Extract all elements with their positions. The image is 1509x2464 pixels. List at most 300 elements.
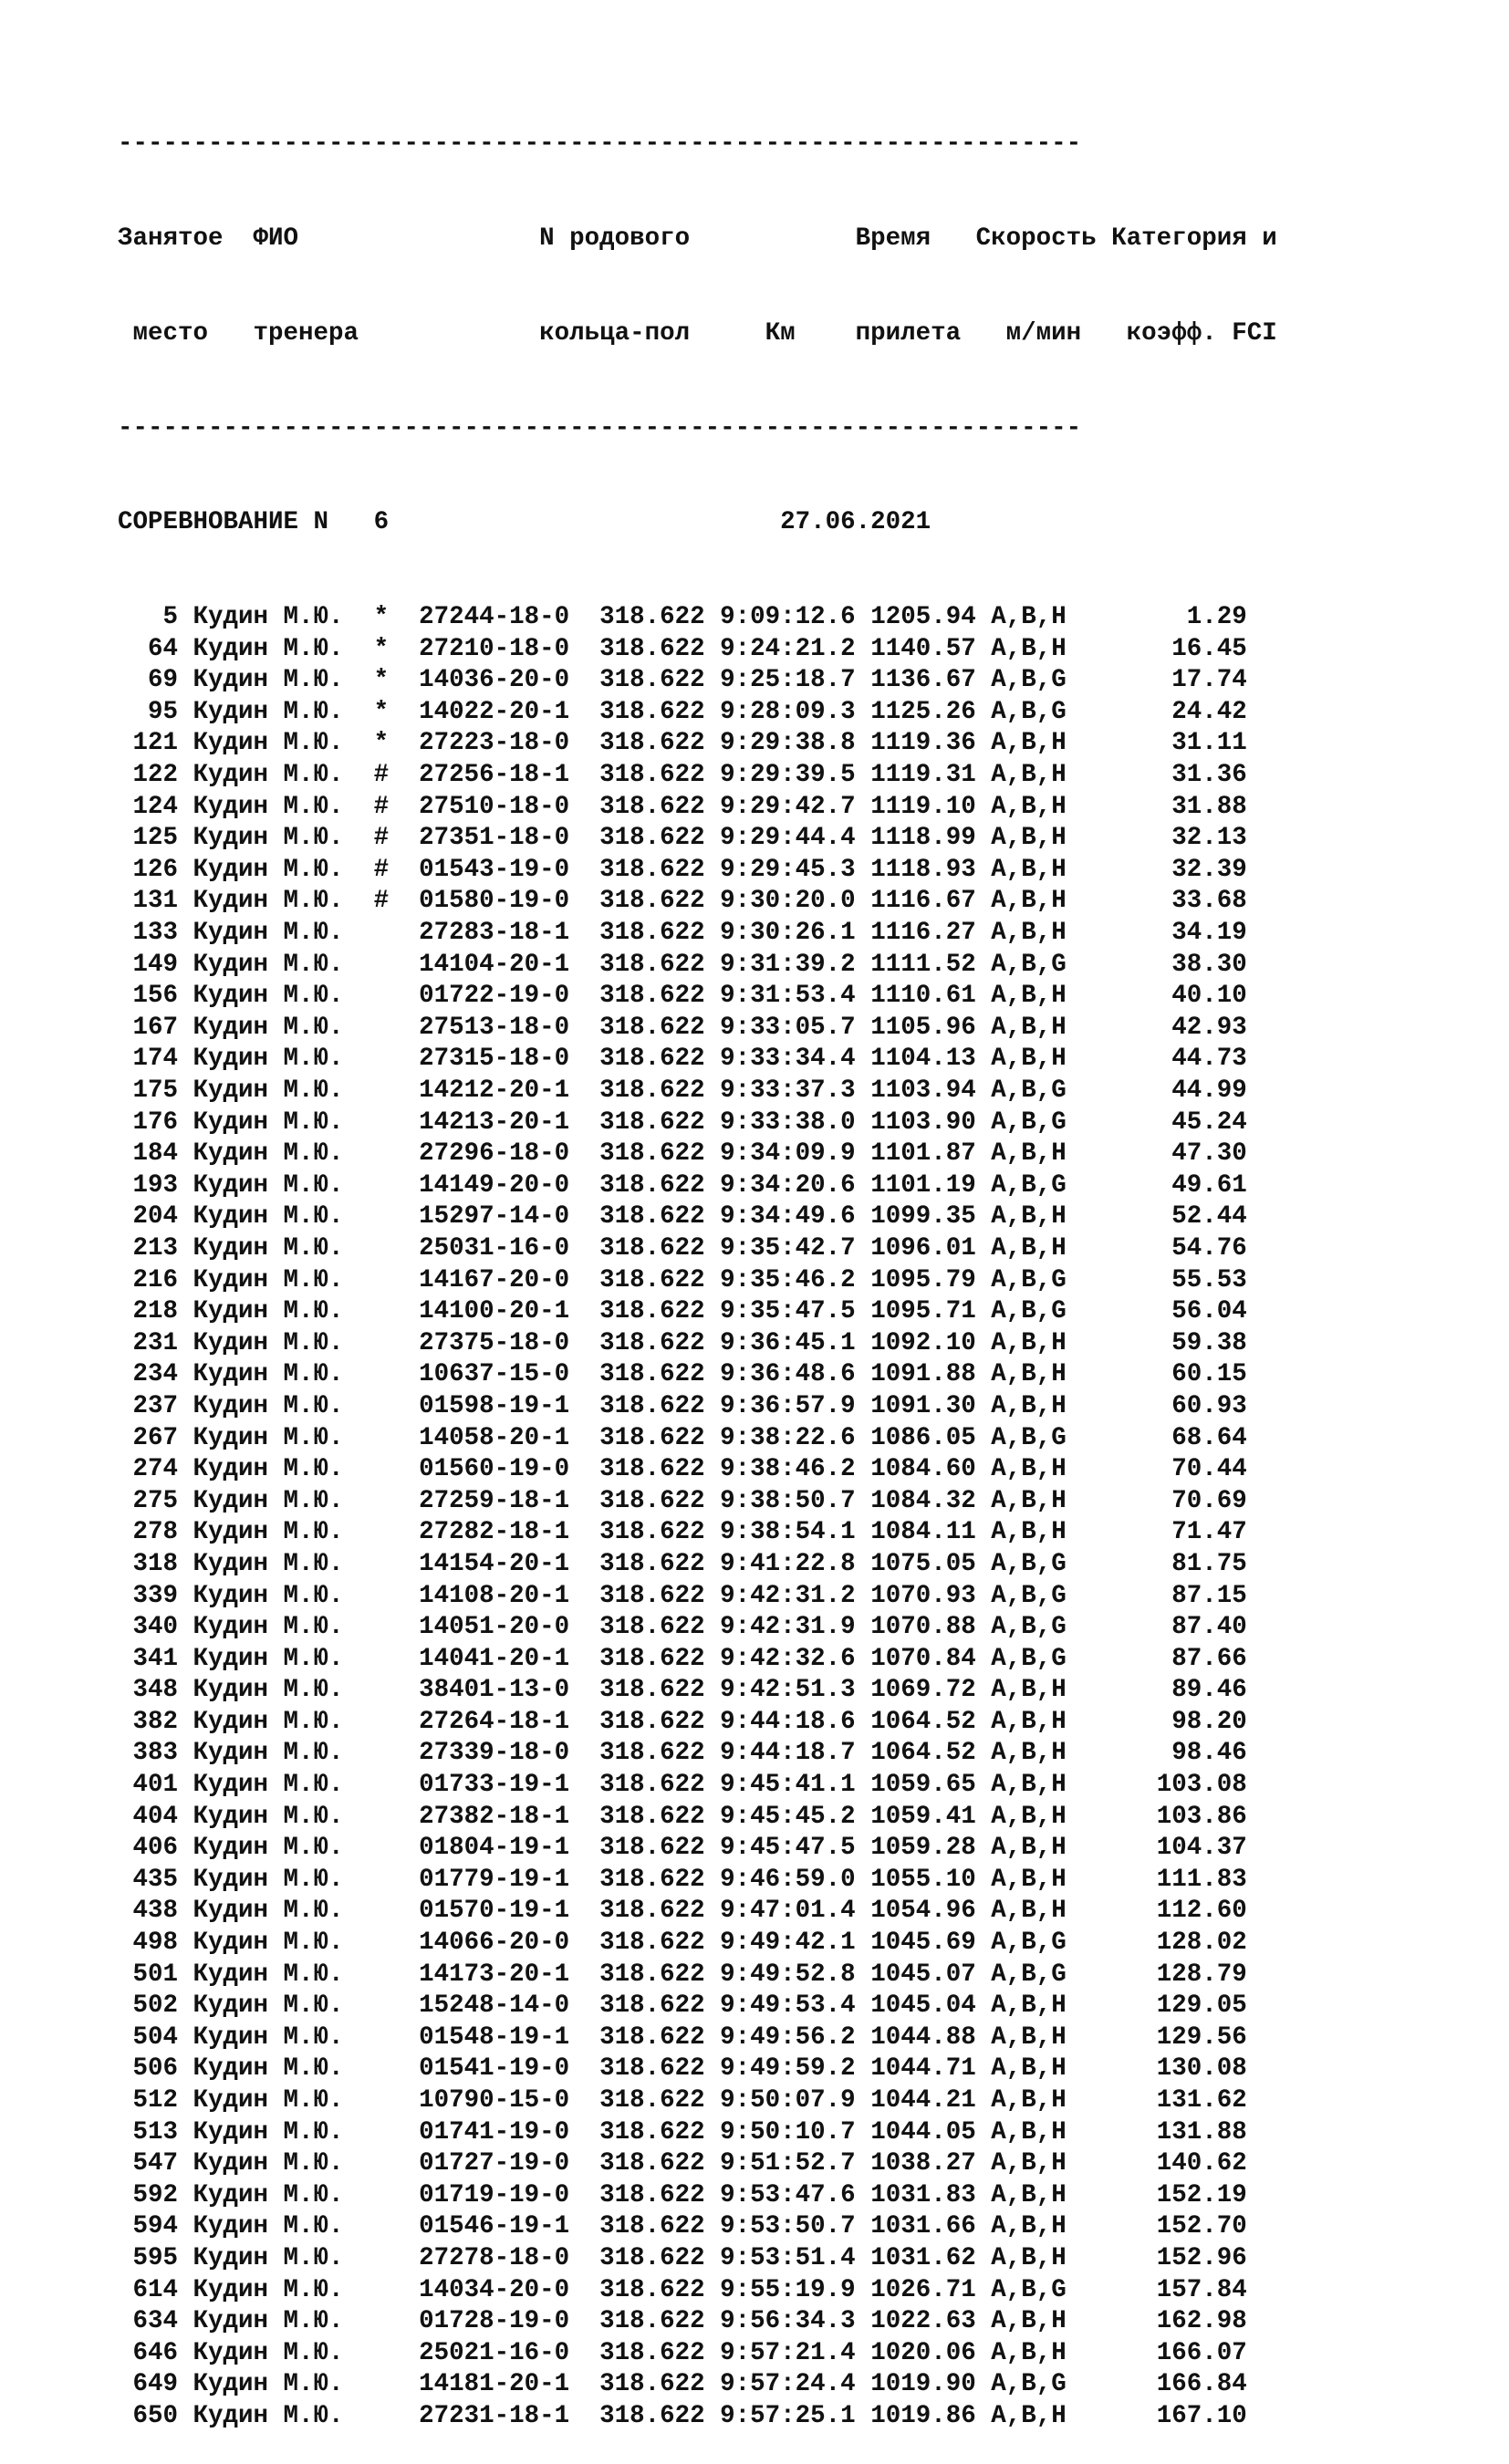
table-row [118,2211,1277,2243]
coefficient-cell: 89.46 [1066,1676,1247,1705]
speed-cell: 1044.05 [870,2117,992,2147]
time-cell: 9:29:42.7 [720,792,871,821]
category-cell: A,B,G [991,2275,1067,2304]
ring-cell: 10790-15-0 [419,2086,600,2115]
trainer-cell: Кудин М.Ю. [193,1676,374,1705]
table-row [118,918,1277,950]
coefficient-cell: 71.47 [1066,1518,1247,1547]
category-cell: A,B,H [991,2307,1067,2336]
category-cell: A,B,H [991,2401,1067,2430]
coefficient-cell: 42.93 [1066,1013,1247,1042]
time-cell: 9:53:50.7 [720,2212,871,2241]
mark-cell [374,1929,420,1957]
km-cell: 318.622 [599,2117,721,2147]
mark-cell: * [373,666,420,695]
ring-cell: 27296-18-0 [419,1139,600,1169]
mark-cell [374,2402,420,2430]
trainer-cell: Кудин М.Ю. [193,1265,374,1294]
coefficient-cell: 1.29 [1066,603,1247,632]
place-cell: 124 [118,792,193,821]
table-row [118,1265,1277,1297]
coefficient-cell: 31.11 [1066,729,1247,758]
trainer-cell: Кудин М.Ю. [193,1455,374,1484]
coefficient-cell: 129.05 [1066,1991,1247,2021]
trainer-cell: Кудин М.Ю. [193,1076,374,1105]
time-cell: 9:49:52.8 [720,1960,871,1989]
ring-cell: 27259-18-1 [419,1486,600,1515]
category-cell: A,B,G [991,1423,1067,1452]
category-cell: A,B,H [991,2180,1067,2209]
km-cell: 318.622 [599,2212,721,2241]
coefficient-cell: 34.19 [1066,919,1247,948]
ring-cell: 01570-19-1 [419,1897,600,1926]
coefficient-cell: 44.73 [1066,1045,1247,1074]
ring-cell: 14100-20-1 [419,1297,600,1326]
place-cell: 237 [118,1391,193,1420]
mark-cell [374,1424,420,1452]
ring-cell: 14212-20-1 [419,1076,600,1105]
coefficient-cell: 17.74 [1066,666,1247,695]
ring-cell: 14034-20-0 [419,2275,600,2304]
ring-cell: 27210-18-0 [419,634,600,663]
mark-cell [374,1897,420,1925]
place-cell: 435 [118,1865,193,1894]
place-cell: 231 [118,1328,193,1357]
trainer-cell: Кудин М.Ю. [193,2054,374,2084]
place-cell: 267 [118,1423,193,1452]
category-cell: A,B,H [991,1991,1067,2021]
time-cell: 9:38:46.2 [720,1455,871,1484]
trainer-cell: Кудин М.Ю. [193,2117,374,2147]
category-cell: A,B,H [991,2022,1067,2052]
trainer-cell: Кудин М.Ю. [193,2180,374,2209]
km-cell: 318.622 [599,1960,721,1989]
mark-cell [374,1771,420,1799]
speed-cell: 1064.52 [870,1739,992,1768]
time-cell: 9:36:45.1 [720,1328,871,1357]
category-cell: A,B,H [991,1865,1067,1894]
header-line-2: место тренера кольца-пол Км прилета м/мин коэфф. FCI [118,318,1277,348]
km-cell: 318.622 [599,1328,721,1357]
mark-cell [374,1297,420,1326]
table-row [118,2401,1277,2433]
km-cell: 318.622 [599,1865,721,1894]
mark-cell [374,1329,420,1357]
category-cell: A,B,H [991,1455,1067,1484]
mark-cell [374,1171,420,1200]
speed-cell: 1116.67 [870,887,992,916]
mark-cell: * [373,729,420,758]
speed-cell: 1031.83 [870,2180,992,2209]
ring-cell: 14213-20-1 [419,1107,600,1137]
header-line-1: Занятое ФИО N родового Время Скорость Категория и [118,224,1277,253]
mark-cell [374,1076,420,1105]
coefficient-cell: 131.62 [1066,2086,1247,2115]
trainer-cell: Кудин М.Ю. [193,1929,374,1958]
time-cell: 9:46:59.0 [720,1865,871,1894]
time-cell: 9:29:39.5 [720,761,871,790]
coefficient-cell: 104.37 [1066,1834,1247,1863]
mark-cell [374,2212,420,2240]
coefficient-cell: 98.46 [1066,1739,1247,1768]
place-cell: 383 [118,1739,193,1768]
category-cell: A,B,H [991,2243,1067,2272]
mark-cell [374,2276,420,2304]
time-cell: 9:45:47.5 [720,1834,871,1863]
coefficient-cell: 31.88 [1066,792,1247,821]
place-cell: 131 [118,887,193,916]
trainer-cell: Кудин М.Ю. [193,1518,374,1547]
category-cell: A,B,H [991,1707,1067,1736]
speed-cell: 1116.27 [870,919,992,948]
time-cell: 9:45:41.1 [720,1771,871,1800]
place-cell: 348 [118,1676,193,1705]
speed-cell: 1086.05 [870,1423,992,1452]
km-cell: 318.622 [599,1202,721,1232]
trainer-cell: Кудин М.Ю. [193,1297,374,1326]
km-cell: 318.622 [599,1486,721,1515]
place-cell: 594 [118,2212,193,2241]
speed-cell: 1110.61 [870,982,992,1011]
time-cell: 9:57:25.1 [720,2401,871,2430]
speed-cell: 1045.07 [870,1960,992,1989]
mark-cell [374,919,420,947]
competition-label: СОРЕВНОВАНИЕ N [118,508,329,537]
mark-cell [374,1202,420,1231]
table-row [118,886,1277,918]
speed-cell: 1099.35 [870,1202,992,1232]
ring-cell: 14036-20-0 [419,666,600,695]
category-cell: A,B,H [991,982,1067,1011]
time-cell: 9:57:24.4 [720,2370,871,2399]
km-cell: 318.622 [599,2401,721,2430]
speed-cell: 1069.72 [870,1676,992,1705]
time-cell: 9:29:44.4 [720,824,871,853]
category-cell: A,B,H [991,603,1067,632]
category-cell: A,B,H [991,2117,1067,2147]
trainer-cell: Кудин М.Ю. [193,1644,374,1673]
time-cell: 9:49:59.2 [720,2054,871,2084]
ring-cell: 27256-18-1 [419,761,600,790]
speed-cell: 1022.63 [870,2307,992,2336]
speed-cell: 1064.52 [870,1707,992,1736]
category-cell: A,B,H [991,792,1067,821]
trainer-cell: Кудин М.Ю. [193,919,374,948]
category-cell: A,B,H [991,2212,1067,2241]
ring-cell: 14051-20-0 [419,1613,600,1642]
km-cell: 318.622 [599,1391,721,1420]
time-cell: 9:35:46.2 [720,1265,871,1294]
ring-cell: 01541-19-0 [419,2054,600,2084]
place-cell: 339 [118,1581,193,1610]
category-cell: A,B,H [991,1045,1067,1074]
category-cell: A,B,H [991,887,1067,916]
trainer-cell: Кудин М.Ю. [193,887,374,916]
ring-cell: 14154-20-1 [419,1549,600,1578]
time-cell: 9:33:37.3 [720,1076,871,1105]
mark-cell [374,2244,420,2272]
km-cell: 318.622 [599,1897,721,1926]
ring-cell: 27375-18-0 [419,1328,600,1357]
place-cell: 126 [118,855,193,884]
ring-cell: 14149-20-0 [419,1170,600,1200]
mark-cell [374,1360,420,1388]
time-cell: 9:56:34.3 [720,2307,871,2336]
place-cell: 649 [118,2370,193,2399]
mark-cell [374,2307,420,2335]
speed-cell: 1095.71 [870,1297,992,1326]
category-cell: A,B,H [991,1802,1067,1831]
ring-cell: 01548-19-1 [419,2022,600,2052]
speed-cell: 1059.41 [870,1802,992,1831]
mark-cell [374,2054,420,2083]
place-cell: 401 [118,1771,193,1800]
speed-cell: 1020.06 [870,2338,992,2367]
ring-cell: 27351-18-0 [419,824,600,853]
trainer-cell: Кудин М.Ю. [193,2149,374,2178]
category-cell: A,B,G [991,1107,1067,1137]
category-cell: A,B,G [991,1549,1067,1578]
category-cell: A,B,H [991,634,1067,663]
table-row [118,2022,1277,2054]
competition-number: 6 [373,508,390,537]
time-cell: 9:53:47.6 [720,2180,871,2209]
speed-cell: 1084.11 [870,1518,992,1547]
mark-cell [374,1960,420,1989]
trainer-cell: Кудин М.Ю. [193,1013,374,1042]
coefficient-cell: 33.68 [1066,887,1247,916]
category-cell: A,B,G [991,950,1067,979]
ring-cell: 14173-20-1 [419,1960,600,1989]
category-cell: A,B,H [991,1391,1067,1420]
place-cell: 184 [118,1139,193,1169]
place-cell: 218 [118,1297,193,1326]
place-cell: 156 [118,982,193,1011]
mark-cell [374,2118,420,2147]
speed-cell: 1118.93 [870,855,992,884]
trainer-cell: Кудин М.Ю. [193,982,374,1011]
place-cell: 406 [118,1834,193,1863]
ring-cell: 01741-19-0 [419,2117,600,2147]
trainer-cell: Кудин М.Ю. [193,1960,374,1989]
mark-cell [374,982,420,1010]
table-row [118,1107,1277,1139]
place-cell: 174 [118,1045,193,1074]
ring-cell: 14058-20-1 [419,1423,600,1452]
speed-cell: 1038.27 [870,2149,992,2178]
results-document [118,66,1277,2464]
trainer-cell: Кудин М.Ю. [193,1486,374,1515]
trainer-cell: Кудин М.Ю. [193,1170,374,1200]
category-cell: A,B,H [991,729,1067,758]
km-cell: 318.622 [599,2275,721,2304]
table-row [118,1486,1277,1518]
category-cell: A,B,G [991,1644,1067,1673]
trainer-cell: Кудин М.Ю. [193,1865,374,1894]
speed-cell: 1045.04 [870,1991,992,2021]
mark-cell [374,1139,420,1168]
coefficient-cell: 24.42 [1066,697,1247,726]
speed-cell: 1019.90 [870,2370,992,2399]
ring-cell: 14104-20-1 [419,950,600,979]
coefficient-cell: 59.38 [1066,1328,1247,1357]
coefficient-cell: 52.44 [1066,1202,1247,1232]
time-cell: 9:41:22.8 [720,1549,871,1578]
table-row [118,760,1277,792]
trainer-cell: Кудин М.Ю. [193,761,374,790]
coefficient-cell: 162.98 [1066,2307,1247,2336]
trainer-cell: Кудин М.Ю. [193,666,374,695]
speed-cell: 1070.84 [870,1644,992,1673]
ring-cell: 27339-18-0 [419,1739,600,1768]
speed-cell: 1044.21 [870,2086,992,2115]
km-cell: 318.622 [599,634,721,663]
trainer-cell: Кудин М.Ю. [193,634,374,663]
km-cell: 318.622 [599,1991,721,2021]
coefficient-cell: 152.19 [1066,2180,1247,2209]
time-cell: 9:51:52.7 [720,2149,871,2178]
place-cell: 438 [118,1897,193,1926]
trainer-cell: Кудин М.Ю. [193,1045,374,1074]
table-row [118,2148,1277,2180]
time-cell: 9:36:48.6 [720,1360,871,1389]
mark-cell [374,1266,420,1294]
place-cell: 213 [118,1233,193,1263]
time-cell: 9:24:21.2 [720,634,871,663]
category-cell: A,B,G [991,1929,1067,1958]
table-row [118,2243,1277,2275]
mark-cell [374,2181,420,2209]
ring-cell: 27510-18-0 [419,792,600,821]
place-cell: 133 [118,919,193,948]
speed-cell: 1070.88 [870,1613,992,1642]
mark-cell [374,1834,420,1862]
ring-cell: 01719-19-0 [419,2180,600,2209]
time-cell: 9:55:19.9 [720,2275,871,2304]
speed-cell: 1091.30 [870,1391,992,1420]
mark-cell: # [373,887,420,916]
trainer-cell: Кудин М.Ю. [193,2022,374,2052]
trainer-cell: Кудин М.Ю. [193,2401,374,2430]
ring-cell: 01598-19-1 [419,1391,600,1420]
km-cell: 318.622 [599,1676,721,1705]
place-cell: 204 [118,1202,193,1232]
km-cell: 318.622 [599,1929,721,1958]
table-row [118,728,1277,760]
trainer-cell: Кудин М.Ю. [193,1739,374,1768]
km-cell: 318.622 [599,1613,721,1642]
km-cell: 318.622 [599,2307,721,2336]
coefficient-cell: 103.08 [1066,1771,1247,1800]
table-row [118,634,1277,666]
ring-cell: 01779-19-1 [419,1865,600,1894]
mark-cell [374,1676,420,1704]
speed-cell: 1019.86 [870,2401,992,2430]
table-row [118,981,1277,1013]
category-cell: A,B,G [991,1170,1067,1200]
mark-cell [374,2339,420,2367]
category-cell: A,B,G [991,1960,1067,1989]
category-cell: A,B,H [991,1676,1067,1705]
table-row [118,1707,1277,1739]
place-cell: 274 [118,1455,193,1484]
ring-cell: 01728-19-0 [419,2307,600,2336]
mark-cell [374,1455,420,1483]
speed-cell: 1045.69 [870,1929,992,1958]
trainer-cell: Кудин М.Ю. [193,603,374,632]
speed-cell: 1118.99 [870,824,992,853]
category-cell: A,B,H [991,1139,1067,1169]
trainer-cell: Кудин М.Ю. [193,950,374,979]
speed-cell: 1031.62 [870,2243,992,2272]
ring-cell: 14167-20-0 [419,1265,600,1294]
category-cell: A,B,H [991,2338,1067,2367]
ring-cell: 01546-19-1 [419,2212,600,2241]
trainer-cell: Кудин М.Ю. [193,1897,374,1926]
table-row [118,950,1277,982]
ring-cell: 01722-19-0 [419,982,600,1011]
time-cell: 9:28:09.3 [720,697,871,726]
place-cell: 513 [118,2117,193,2147]
table-row [118,1644,1277,1676]
table-row [118,1233,1277,1265]
trainer-cell: Кудин М.Ю. [193,2338,374,2367]
km-cell: 318.622 [599,950,721,979]
time-cell: 9:50:07.9 [720,2086,871,2115]
time-cell: 9:42:32.6 [720,1644,871,1673]
ring-cell: 27264-18-1 [419,1707,600,1736]
table-row [118,1296,1277,1328]
coefficient-cell: 44.99 [1066,1076,1247,1105]
trainer-cell: Кудин М.Ю. [193,729,374,758]
km-cell: 318.622 [599,1802,721,1831]
speed-cell: 1044.88 [870,2022,992,2052]
coefficient-cell: 49.61 [1066,1170,1247,1200]
km-cell: 318.622 [599,1518,721,1547]
time-cell: 9:09:12.6 [720,603,871,632]
mark-cell [374,951,420,979]
coefficient-cell: 128.79 [1066,1960,1247,1989]
mark-cell [374,2149,420,2178]
km-cell: 318.622 [599,666,721,695]
mark-cell [374,1234,420,1263]
place-cell: 634 [118,2307,193,2336]
ring-cell: 15248-14-0 [419,1991,600,2021]
time-cell: 9:30:20.0 [720,887,871,916]
trainer-cell: Кудин М.Ю. [193,1107,374,1137]
mark-cell [374,1487,420,1515]
ring-cell: 14022-20-1 [419,697,600,726]
km-cell: 318.622 [599,697,721,726]
ring-cell: 14066-20-0 [419,1929,600,1958]
trainer-cell: Кудин М.Ю. [193,2243,374,2272]
km-cell: 318.622 [599,1739,721,1768]
speed-cell: 1125.26 [870,697,992,726]
table-row [118,1896,1277,1928]
km-cell: 318.622 [599,919,721,948]
speed-cell: 1103.94 [870,1076,992,1105]
trainer-cell: Кудин М.Ю. [193,1802,374,1831]
table-row [118,2338,1277,2370]
time-cell: 9:42:31.9 [720,1613,871,1642]
category-cell: A,B,H [991,919,1067,948]
table-row [118,2085,1277,2117]
place-cell: 501 [118,1960,193,1989]
ring-cell: 27231-18-1 [419,2401,600,2430]
mark-cell: # [373,761,420,790]
coefficient-cell: 111.83 [1066,1865,1247,1894]
category-cell: A,B,H [991,824,1067,853]
